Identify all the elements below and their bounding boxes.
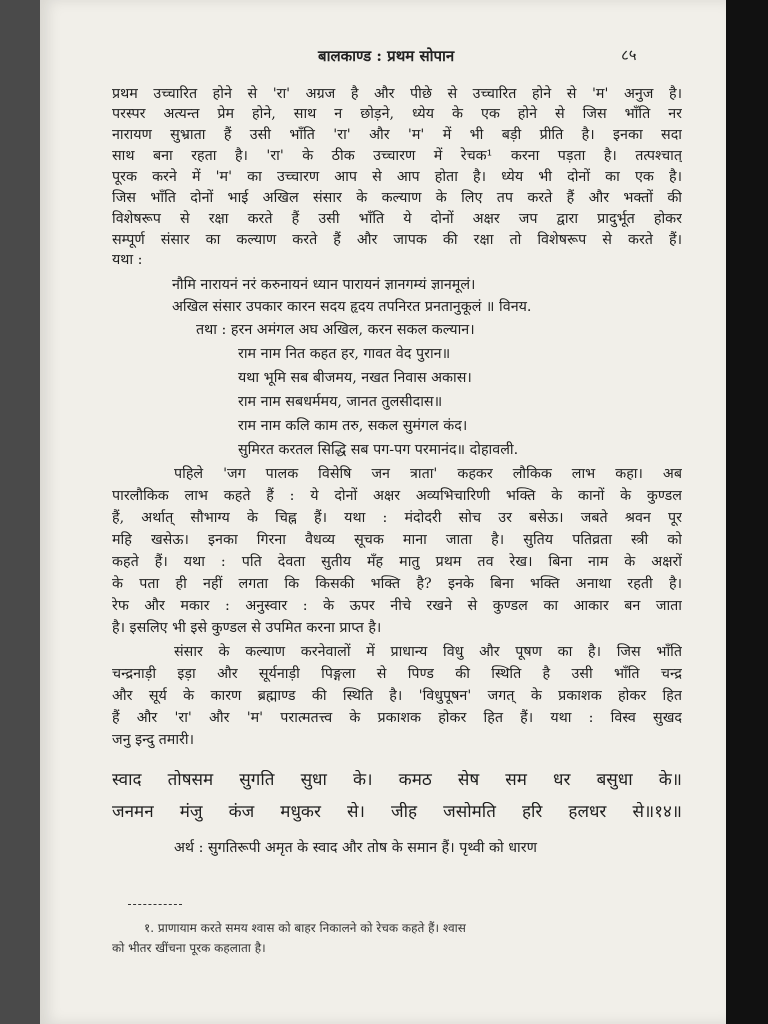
text-line: साथ बना रहता है। 'रा' के ठीक उच्चारण में रेचक¹ करना पड़ता है। तत्पश्चात्: [112, 148, 682, 164]
text-line: पहिले 'जग पालक विसेषि जन त्राता' कहकर लौकिक लाभ कहा। अब: [174, 466, 682, 482]
quote-line: अखिल संसार उपकार कारन सदय हृदय तपनिरत प्रनतानुकूलं ॥ विनय.: [172, 299, 532, 315]
text-line: परस्पर अत्यन्त प्रेम होने, साथ न छोड़ने, ध्येय के एक होने से जिस भाँति नर: [112, 106, 682, 122]
quote-line: सुमिरत करतल सिद्धि सब पग-पग परमानंद॥ दोहावली.: [238, 442, 519, 458]
footnote-line: १. प्राणायाम करते समय श्वास को बाहर निकालने को रेचक कहते हैं। श्वास: [144, 921, 466, 935]
text-line: संसार के कल्याण करनेवालों में प्राधान्य विधु और पूषण का है। जिस भाँति: [174, 644, 682, 660]
text-line: के पता ही नहीं लगता कि किसकी भक्ति है? इनके बिना भक्ति अनाथा रहती है।: [112, 576, 682, 592]
text-line: महि खसेऊ। इनका गिरना वैधव्य सूचक माना जाता है। सुतिय पतिव्रता स्त्री को: [112, 532, 682, 548]
book-gutter-left: [0, 0, 40, 1024]
footnote-divider: [128, 904, 182, 905]
footnote-line: को भीतर खींचना पूरक कहलाता है।: [112, 941, 266, 955]
meaning-line: अर्थ : सुगतिरूपी अमृत के स्वाद और तोष के समान हैं। पृथ्वी को धारण: [174, 840, 537, 856]
text-line: जिस भाँति दोनों भाई अखिल संसार के कल्याण के लिए तप करते हैं और भक्तों की: [112, 190, 682, 206]
text-line: चन्द्रनाड़ी इड़ा और सूर्यनाड़ी पिङ्गला से पिण्ड की स्थिति है उसी भाँति चन्द्र: [112, 666, 682, 682]
page-number: ८५: [621, 46, 637, 64]
running-header: बालकाण्ड : प्रथम सोपान: [318, 47, 455, 65]
text-line: रेफ और मकार : अनुस्वार : के ऊपर नीचे रखने से कुण्डल का आकार बन जाता: [112, 598, 682, 614]
quote-line: नौमि नारायनं नरं करुनायनं ध्यान पारायनं ज्ञानगम्यं ज्ञानमूलं।: [172, 277, 476, 293]
text-line: पूरक करने में 'म' का उच्चारण आप से आप होता है। ध्येय भी दोनों का एक है।: [112, 169, 682, 185]
quote-line: राम नाम नित कहत हर, गावत वेद पुरान॥: [238, 346, 451, 362]
text-line: हैं, अर्थात् सौभाग्य के चिह्न हैं। यथा : मंदोदरी सोच उर बसेऊ। जबते श्रवन पूर: [112, 510, 682, 526]
text-line: कहते हैं। यथा : पति देवता सुतीय मँह मातु प्रथम तव रेख। बिना नाम के अक्षरों: [112, 554, 682, 570]
text-line: सम्पूर्ण संसार का कल्याण करते हैं और जापक की रक्षा तो विशेषरूप से करते हैं।: [112, 232, 682, 248]
quote-line: राम नाम कलि काम तरु, सकल सुमंगल कंद।: [238, 418, 468, 434]
book-edge-right: [726, 0, 768, 1024]
quote-line: राम नाम सबधर्ममय, जानत तुलसीदास॥: [238, 394, 443, 410]
text-line: और सूर्य के कारण ब्रह्माण्ड की स्थिति है। 'विधुपूषन' जगत् के प्रकाशक होकर हित: [112, 688, 682, 704]
quote-line: तथा : हरन अमंगल अघ अखिल, करन सकल कल्यान।: [196, 322, 475, 338]
text-line: विशेषरूप से रक्षा करते हैं उसी भाँति ये दोनों अक्षर जप द्वारा प्रादुर्भूत होकर: [112, 211, 682, 227]
text-line: यथा :: [112, 252, 143, 268]
text-line: हैं और 'रा' और 'म' परात्मतत्त्व के प्रकाशक होकर हित हैं। यथा : विस्व सुखद: [112, 710, 682, 726]
text-line: प्रथम उच्चारित होने से 'रा' अग्रज है और पीछे से उच्चारित होने से 'म' अनुज है।: [112, 86, 682, 102]
verse-line: स्वाद तोषसम सुगति सुधा के। कमठ सेष सम धर बसुधा के॥: [112, 770, 682, 790]
verse-line: जनमन मंजु कंज मधुकर से। जीह जसोमति हरि हलधर से॥१४॥: [112, 802, 682, 822]
quote-line: यथा भूमि सब बीजमय, नखत निवास अकास।: [238, 370, 472, 386]
text-line: जनु इन्दु तमारी।: [112, 732, 195, 748]
text-line: है। इसलिए भी इसे कुण्डल से उपमित करना प्राप्त है।: [112, 620, 382, 636]
text-line: नारायण सुभ्राता हैं उसी भाँति 'रा' और 'म' में भी बड़ी प्रीति है। इनका सदा: [112, 127, 682, 143]
text-line: पारलौकिक लाभ कहते हैं : ये दोनों अक्षर अव्यभिचारिणी भक्ति के कानों के कुण्डल: [112, 488, 682, 504]
